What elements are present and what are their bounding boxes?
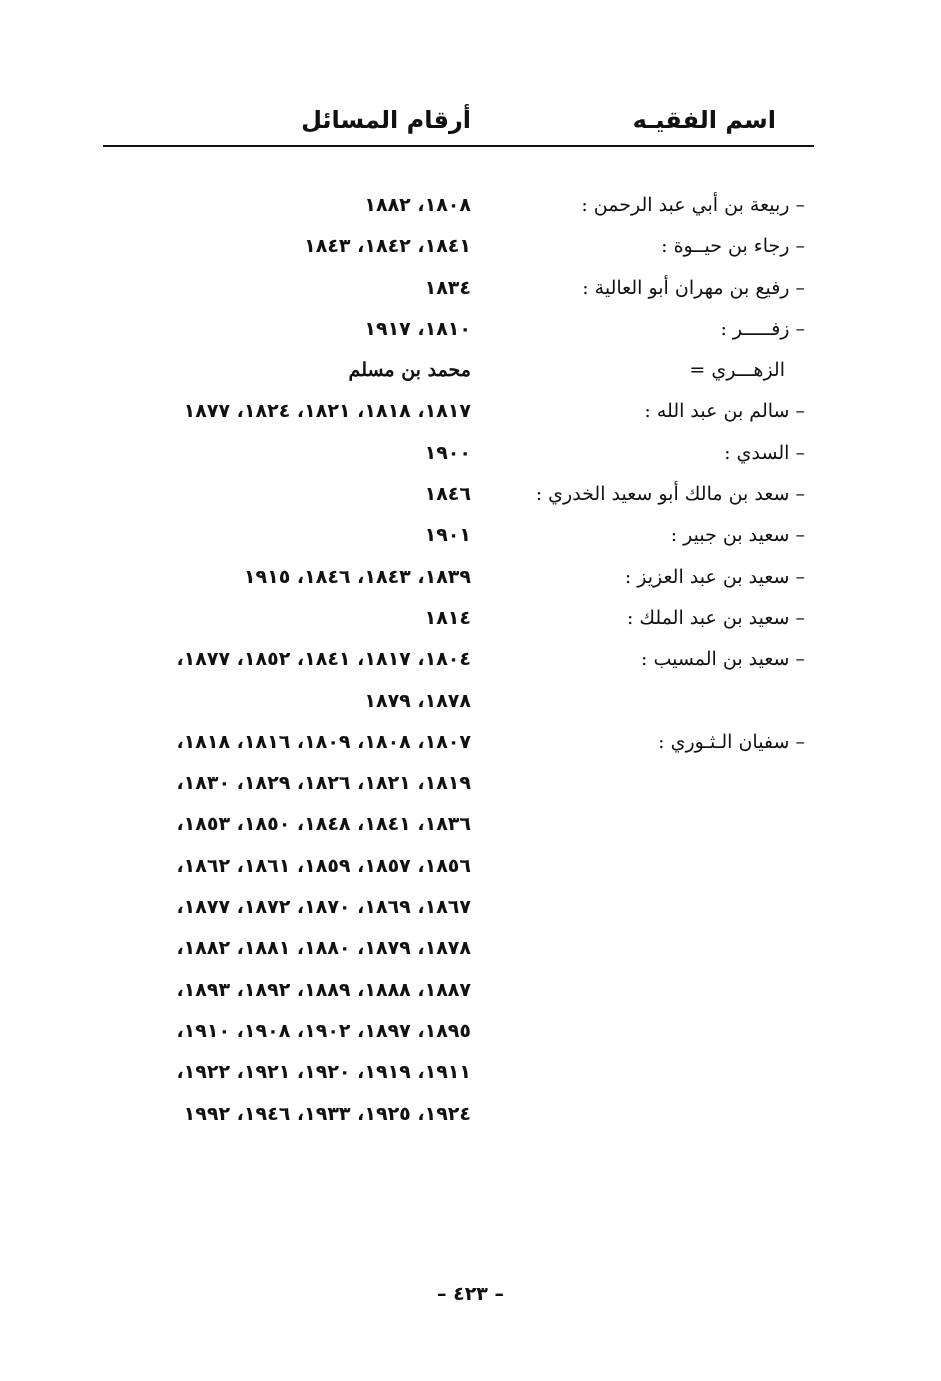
index-row-continuation	[0, 766, 941, 807]
jurist-name: – زفـــــر :	[720, 317, 805, 340]
issue-numbers: ١٨٣٩، ١٨٤٣، ١٨٤٦، ١٩١٥	[243, 565, 471, 588]
jurist-name: – سعيد بن عبد العزيز :	[624, 565, 805, 588]
index-row	[0, 725, 941, 766]
page-number: – ٤٢٣ –	[436, 1283, 505, 1305]
issue-numbers: ١٨٩٥، ١٨٩٧، ١٩٠٢، ١٩٠٨، ١٩١٠،	[176, 1019, 471, 1042]
jurist-column-heading: اسم الفقيـه	[632, 106, 776, 134]
issue-numbers: ١٩٢٤، ١٩٢٥، ١٩٣٣، ١٩٤٦، ١٩٩٢	[183, 1102, 471, 1125]
jurist-name: – سعيد بن جبير :	[670, 524, 805, 547]
issue-numbers: ١٨٠٤، ١٨١٧، ١٨٤١، ١٨٥٢، ١٨٧٧،	[176, 648, 471, 671]
index-row	[0, 229, 941, 270]
index-row-continuation	[0, 684, 941, 725]
issue-numbers: ١٨١٩، ١٨٢١، ١٨٢٦، ١٨٢٩، ١٨٣٠،	[176, 772, 471, 795]
issue-numbers: ١٨٥٦، ١٨٥٧، ١٨٥٩، ١٨٦١، ١٨٦٢،	[176, 854, 471, 877]
jurist-name: – سفيان الـثـوري :	[658, 730, 805, 753]
jurist-name: – السدي :	[724, 441, 805, 464]
index-row-continuation	[0, 931, 941, 972]
index-row	[0, 560, 941, 601]
index-row	[0, 353, 941, 394]
jurist-name: الزهـــري =	[689, 359, 785, 382]
issue-numbers: ١٨٣٦، ١٨٤١، ١٨٤٨، ١٨٥٠، ١٨٥٣،	[176, 813, 471, 836]
issue-numbers: ١٨٧٨، ١٨٧٩	[364, 689, 471, 712]
index-row-continuation	[0, 1055, 941, 1096]
issue-numbers: ١٨٤٦	[424, 483, 471, 506]
index-row	[0, 642, 941, 683]
jurist-name: – سعيد بن عبد الملك :	[626, 606, 805, 629]
issue-numbers: ١٨٦٧، ١٨٦٩، ١٨٧٠، ١٨٧٢، ١٨٧٧،	[176, 896, 471, 919]
index-row-continuation	[0, 973, 941, 1014]
jurist-name: – ربيعة بن أبي عبد الرحمن :	[581, 194, 805, 216]
index-row	[0, 518, 941, 559]
index-row	[0, 601, 941, 642]
jurist-name: – سعيد بن المسيب :	[641, 648, 805, 671]
issue-numbers: ١٨٠٧، ١٨٠٨، ١٨٠٩، ١٨١٦، ١٨١٨،	[176, 730, 471, 753]
issue-numbers: ١٨١٠، ١٩١٧	[364, 317, 471, 340]
index-row-continuation	[0, 1014, 941, 1055]
issue-numbers: ١٨٨٧، ١٨٨٨، ١٨٨٩، ١٨٩٢، ١٨٩٣،	[176, 978, 471, 1001]
index-row-continuation	[0, 849, 941, 890]
index-entries	[0, 188, 941, 1138]
index-row	[0, 188, 941, 229]
issue-numbers-column-heading: أرقام المسائل	[301, 106, 471, 134]
index-row-continuation	[0, 1097, 941, 1138]
issue-numbers: ١٨٣٤	[424, 276, 471, 299]
issue-numbers: ١٩٠١	[424, 524, 471, 547]
issue-numbers: ١٨٠٨، ١٨٨٢	[364, 194, 471, 216]
header-divider	[103, 145, 814, 147]
index-row	[0, 477, 941, 518]
jurist-name: – رفيع بن مهران أبو العالية :	[582, 276, 805, 299]
index-row	[0, 394, 941, 435]
issue-numbers: ١٨١٧، ١٨١٨، ١٨٢١، ١٨٢٤، ١٨٧٧	[183, 400, 471, 423]
index-row	[0, 436, 941, 477]
index-row-continuation	[0, 807, 941, 848]
jurist-name: – رجاء بن حيــوة :	[661, 235, 805, 258]
issue-numbers: ١٨٧٨، ١٨٧٩، ١٨٨٠، ١٨٨١، ١٨٨٢،	[176, 937, 471, 960]
cross-reference: محمد بن مسلم	[348, 359, 471, 382]
issue-numbers: ١٨١٤	[424, 606, 471, 629]
index-row-continuation	[0, 890, 941, 931]
issue-numbers: ١٩٠٠	[424, 441, 471, 464]
index-row	[0, 271, 941, 312]
jurist-name: – سالم بن عبد الله :	[644, 400, 805, 423]
index-row	[0, 312, 941, 353]
issue-numbers: ١٨٤١، ١٨٤٢، ١٨٤٣	[304, 235, 471, 258]
issue-numbers: ١٩١١، ١٩١٩، ١٩٢٠، ١٩٢١، ١٩٢٢،	[176, 1061, 471, 1084]
jurist-name: – سعد بن مالك أبو سعيد الخدري :	[535, 483, 805, 506]
